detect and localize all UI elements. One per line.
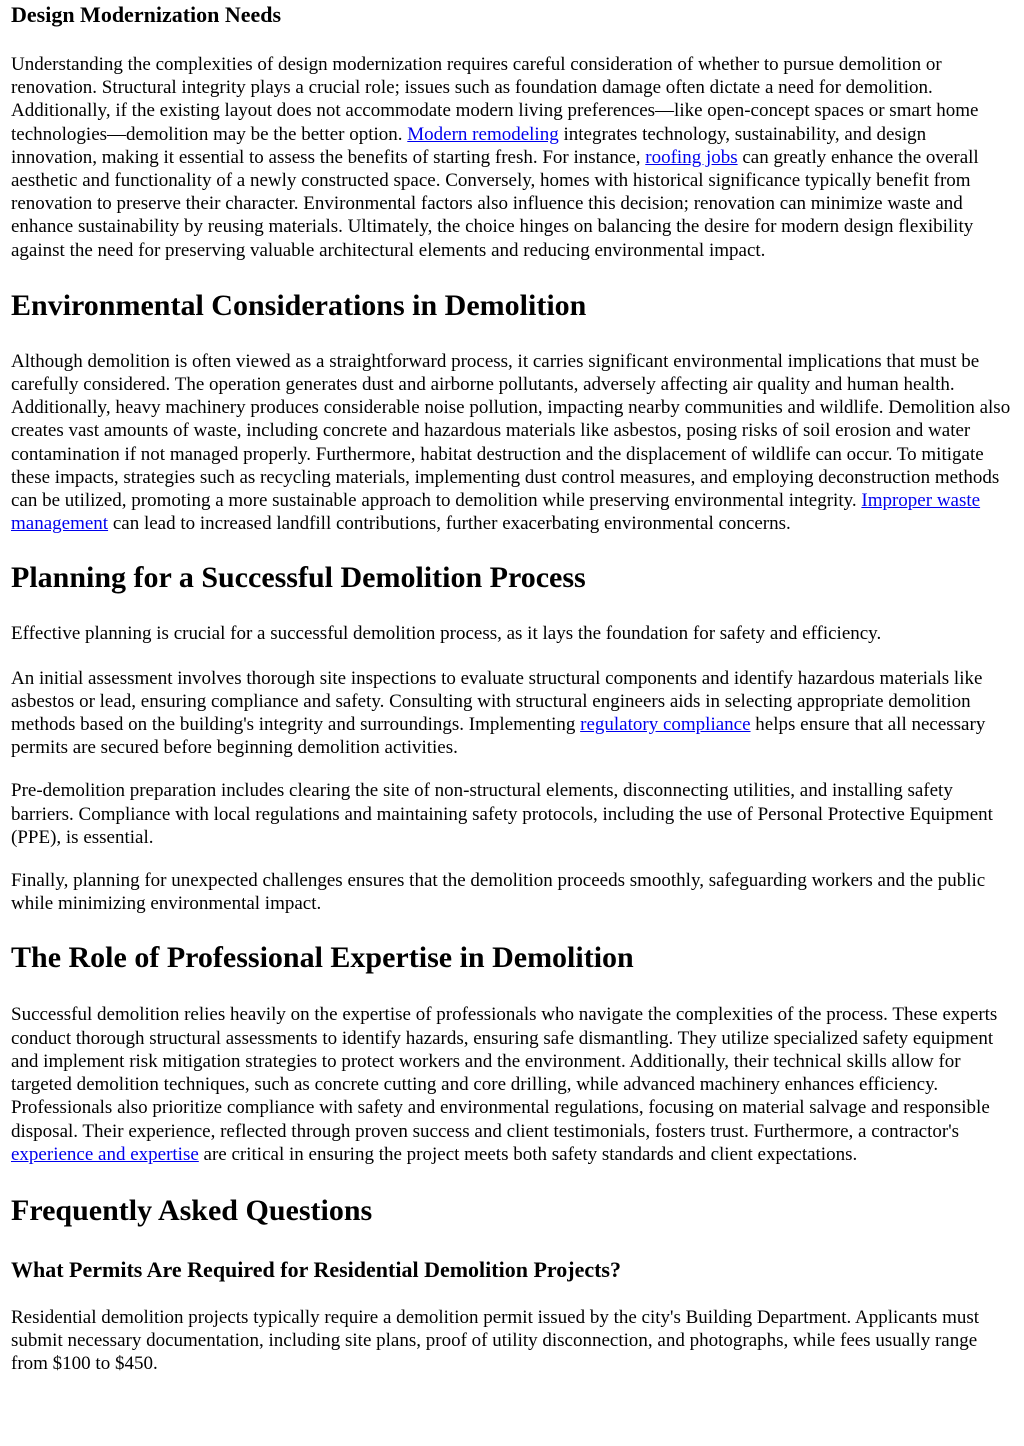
paragraph-planning-challenges: Finally, planning for unexpected challenges ensures that the demolition proceeds smoothly, safeguarding workers and the public while minimizing environmental impact. [11, 870, 986, 915]
paragraph-text: can greatly enhance the overall aesthetic and functionality of a newly constructed space. Conversely, homes with historical significance typically benefit from renovation to preserve their character. Environmental factors also influence this decision; renovation can minimize waste and enhance sustainability by reusing materials. Ultimately, the choice hinges on balancing the desire for modern design flexibility against the need for preserving valuable architectural elements and reducing environmental impact. [11, 146, 979, 261]
improper-waste-management-link[interactable]: Improper waste management [11, 490, 981, 535]
paragraph-environmental [11, 350, 1013, 536]
section-heading-professional-expertise: The Role of Professional Expertise in Demolition [11, 941, 634, 975]
paragraph-planning-preparation: Pre-demolition preparation includes clearing the site of non-structural elements, disconnecting utilities, and installing safety barriers. Compliance with local regulations and maintaining safety protocols, including the use of Personal Protective Equipment (PPE), is essential. [11, 780, 993, 848]
experience-and-expertise-link[interactable]: experience and expertise [11, 1143, 199, 1165]
roofing-jobs-link[interactable]: roofing jobs [645, 146, 738, 168]
paragraph-planning-intro: Effective planning is crucial for a successful demolition process, as it lays the foundation for safety and efficiency. [11, 623, 882, 645]
modern-remodeling-link[interactable]: Modern remodeling [407, 123, 559, 145]
paragraph-professional-expertise [11, 1003, 1013, 1165]
paragraph-text: Successful demolition relies heavily on the expertise of professionals who navigate the complexities of the process. These experts conduct thorough structural assessments to identify hazards, ensuring safe dismantling. They utilize specialized safety equipment and implement risk mitigation strategies to protect workers and the environment. Additionally, their technical skills allow for targeted demolition techniques, such as concrete cutting and core drilling, while advanced machinery enhances efficiency. Professionals also prioritize compliance with safety and environmental regulations, focusing on material salvage and responsible disposal. Their experience, reflected through proven success and client testimonials, fosters trust. Furthermore, a contractor's [11, 1004, 998, 1142]
regulatory-compliance-link[interactable]: regulatory compliance [580, 714, 751, 736]
faq-answer-permits: Residential demolition projects typically require a demolition permit issued by the city's Building Department. Applicants must submit necessary documentation, including site plans, proof of utility disconnection, and photographs, while fees usually range from $100 to $450. [11, 1306, 980, 1375]
faq-question-permits: What Permits Are Required for Residential Demolition Projects? [11, 1256, 621, 1282]
paragraph-text: helps ensure that all necessary permits are secured before beginning demolition activities. [11, 714, 986, 759]
paragraph-design-modernization [11, 53, 1013, 262]
section-heading-faq: Frequently Asked Questions [11, 1193, 373, 1227]
paragraph-text: can lead to increased landfill contributions, further exacerbating environmental concerns. [108, 513, 791, 535]
section-heading-environmental: Environmental Considerations in Demolition [11, 288, 587, 322]
section-heading-planning: Planning for a Successful Demolition Process [11, 561, 586, 595]
paragraph-planning-assessment [11, 667, 1013, 760]
section-heading-design-modernization: Design Modernization Needs [11, 2, 282, 27]
paragraph-text: integrates technology, sustainability, and design innovation, making it essential to assess the benefits of starting fresh. For instance, [11, 123, 927, 168]
paragraph-text: are critical in ensuring the project meets both safety standards and client expectations. [198, 1143, 858, 1165]
paragraph-text: An initial assessment involves thorough site inspections to evaluate structural components and identify hazardous materials like asbestos or lead, ensuring compliance and safety. Consulting with structural engineers aids in selecting appropriate demolition methods based on the building's integrity and surroundings. Implementing [11, 667, 983, 736]
paragraph-text: Although demolition is often viewed as a straightforward process, it carries significant environmental implications that must be carefully considered. The operation generates dust and airborne pollutants, adversely affecting air quality and human health. Additionally, heavy machinery produces considerable noise pollution, impacting nearby communities and wildlife. Demolition also creates vast amounts of waste, including concrete and hazardous materials like asbestos, posing risks of soil erosion and water contamination if not managed properly. Furthermore, habitat destruction and the displacement of wildlife can occur. To mitigate these impacts, strategies such as recycling materials, implementing dust control measures, and employing deconstruction methods can be utilized, promoting a more sustainable approach to demolition while preserving environmental integrity. [11, 350, 1011, 512]
paragraph-text: Understanding the complexities of design modernization requires careful consideration of whether to pursue demolition or renovation. Structural integrity plays a crucial role; issues such as foundation damage often dictate a need for demolition. Additionally, if the existing layout does not accommodate modern living preferences—like open-concept spaces or smart home technologies—demolition may be the better option. [11, 54, 979, 145]
